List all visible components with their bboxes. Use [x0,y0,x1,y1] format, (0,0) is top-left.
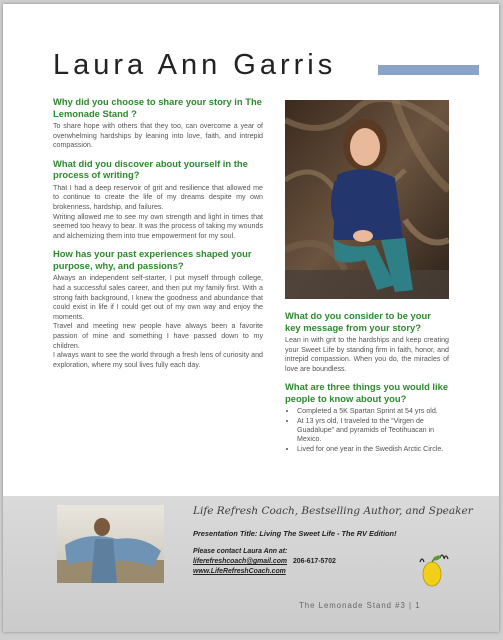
list-item: • At 13 yrs old, I traveled to the “Virgen de Guadalupe” and pyramids of Teotihuacan in Mexico. [297,417,449,444]
title-accent-bar [378,65,479,75]
list-item: • Lived for one year in the Swedish Arctic Circle. [297,445,449,454]
question-past-experiences: How has your past experiences shaped your purpose, why, and passions? [53,248,252,271]
author-photo [285,100,449,299]
answer-discover-1: That I had a deep reservoir of grit and resilience that allowed me to continue to create the life of my dreams despite my own brokenness, hardship, and failures. [53,183,263,211]
contact-line [193,558,336,565]
answer-discover-2: Writing allowed me to see my own strength and light in times that seemed too heavy to bear. It was the process of taking my wounds and alchemizing them into true empowerment for my soul. [53,212,263,240]
answer-past-1: Always an independent self-starter, I put myself through college, had a successful sales career, and then put my family first. With a strong faith background, I knew the goodness and abundance that could exist in life if I could get out of my own way and enjoy the moments. [53,274,263,321]
website-line [193,568,286,575]
phone-number: 206-617-5702 [292,558,336,565]
footer-photo [57,505,164,583]
email-link[interactable]: liferefreshcoach@gmail.com [193,558,288,565]
question-why-share: Why did you choose to share your story in The Lemonade Stand ? [53,96,262,119]
answer-past-2: Travel and meeting new people have always been a favorite passion of mine and something I have passed down to my children. [53,322,263,350]
lemon-icon [412,550,452,590]
right-column [285,310,449,455]
footer-band [3,496,499,632]
left-column [53,96,263,377]
page-number-label: The Lemonade Stand #3 | 1 [299,601,421,610]
three-things-list [285,407,449,454]
question-key-message: What do you consider to be your key message from your story? [285,310,431,333]
question-discover: What did you discover about yourself in the process of writing? [53,157,248,181]
answer-key-message: Lean in with grit to the hardships and keep creating your Sweet Life by standing firm in faith, honor, and intrepid compassion. When you do, the miracles of love are boundless. [285,336,449,373]
list-item: • Completed a 5K Spartan Sprint at 54 yrs old. [297,407,449,416]
answer-past-3: I always want to see the world through a fresh lens of curiosity and exploration, where my soul lives fully each day. [53,351,263,369]
presentation-title: Presentation Title: Living The Sweet Life - The RV Edition! [193,529,397,538]
author-name-title: Laura Ann Garris [53,49,337,81]
answer-why-share: To share hope with others that they too, can overcome a year of overwhelming hardships by leaning into love, faith, and intrepid compassion. [53,122,263,150]
contact-label: Please contact Laura Ann at: [193,548,288,555]
question-three-things: What are three things you would like people to know about you? [285,381,449,404]
website-link[interactable]: www.LifeRefreshCoach.com [193,568,286,575]
page [3,4,499,632]
footer-tagline: Life Refresh Coach, Bestselling Author, and Speaker [193,505,473,517]
